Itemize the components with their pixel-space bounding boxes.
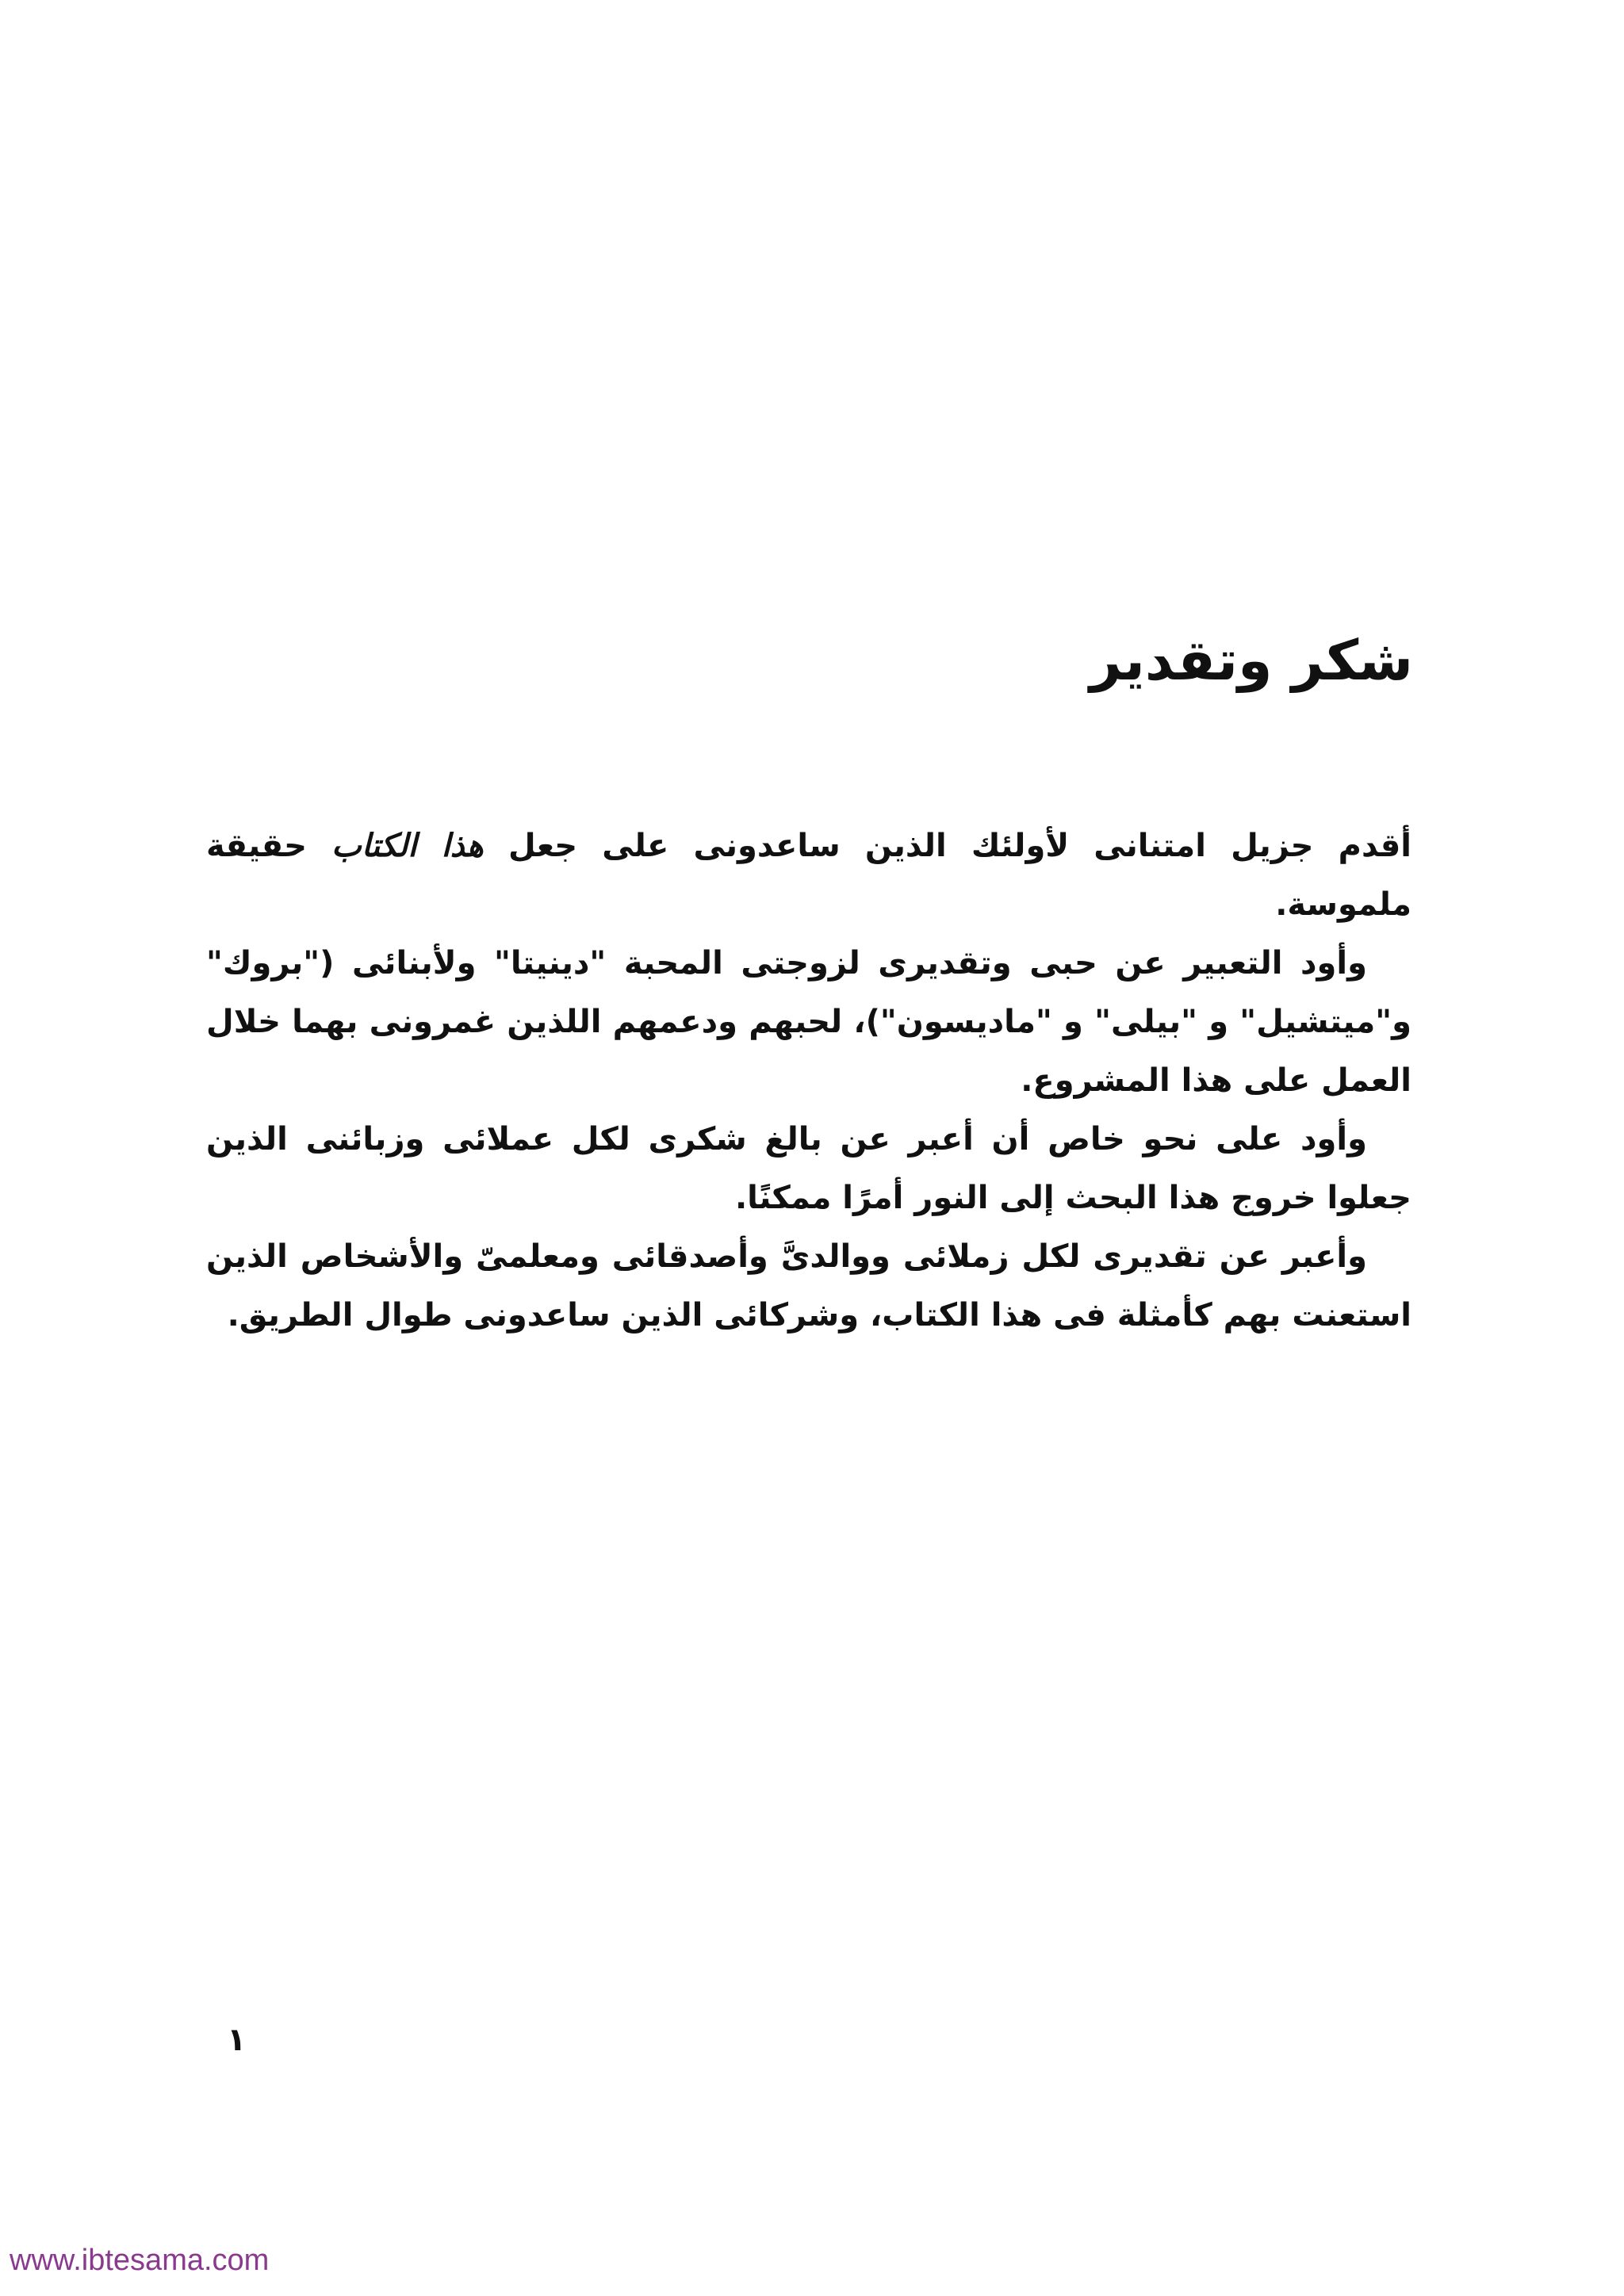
paragraph-3: وأود على نحو خاص أن أعبر عن بالغ شكرى لكل عملائى وزبائنى الذين جعلوا خروج هذا البحث إلى النور أمرًا ممكنًا.: [206, 1121, 1411, 1216]
paragraph-1: [206, 817, 1411, 934]
acknowledgement-text: [206, 817, 1411, 1345]
page-title: شكر وتقدير: [1090, 628, 1413, 693]
watermark-url: www.ibtesama.com: [10, 2244, 270, 2277]
page-number: ١: [227, 2022, 247, 2058]
paragraph-1-after: حقيقة ملموسة.: [206, 828, 1411, 923]
book-title-emphasis: هذا الكتاب: [331, 828, 484, 864]
paragraph-4: وأعبر عن تقديرى لكل زملائى ووالدىَّ وأصدقائى ومعلمىّ والأشخاص الذين استعنت بهم كأمثلة فى هذا الكتاب، وشركائى الذين ساعدونى طوال الطريق.: [206, 1238, 1411, 1334]
paragraph-1-before: أقدم جزيل امتنانى لأولئك الذين ساعدونى على جعل: [483, 828, 1411, 864]
paragraph-2: وأود التعبير عن حبى وتقديرى لزوجتى المحبة "دينيتا" ولأبنائى ("بروك" و"ميتشيل" و "بيلى" و "ماديسون")، لحبهم ودعمهم اللذين غمرونى بهما خلال العمل على هذا المشروع.: [206, 945, 1411, 1099]
